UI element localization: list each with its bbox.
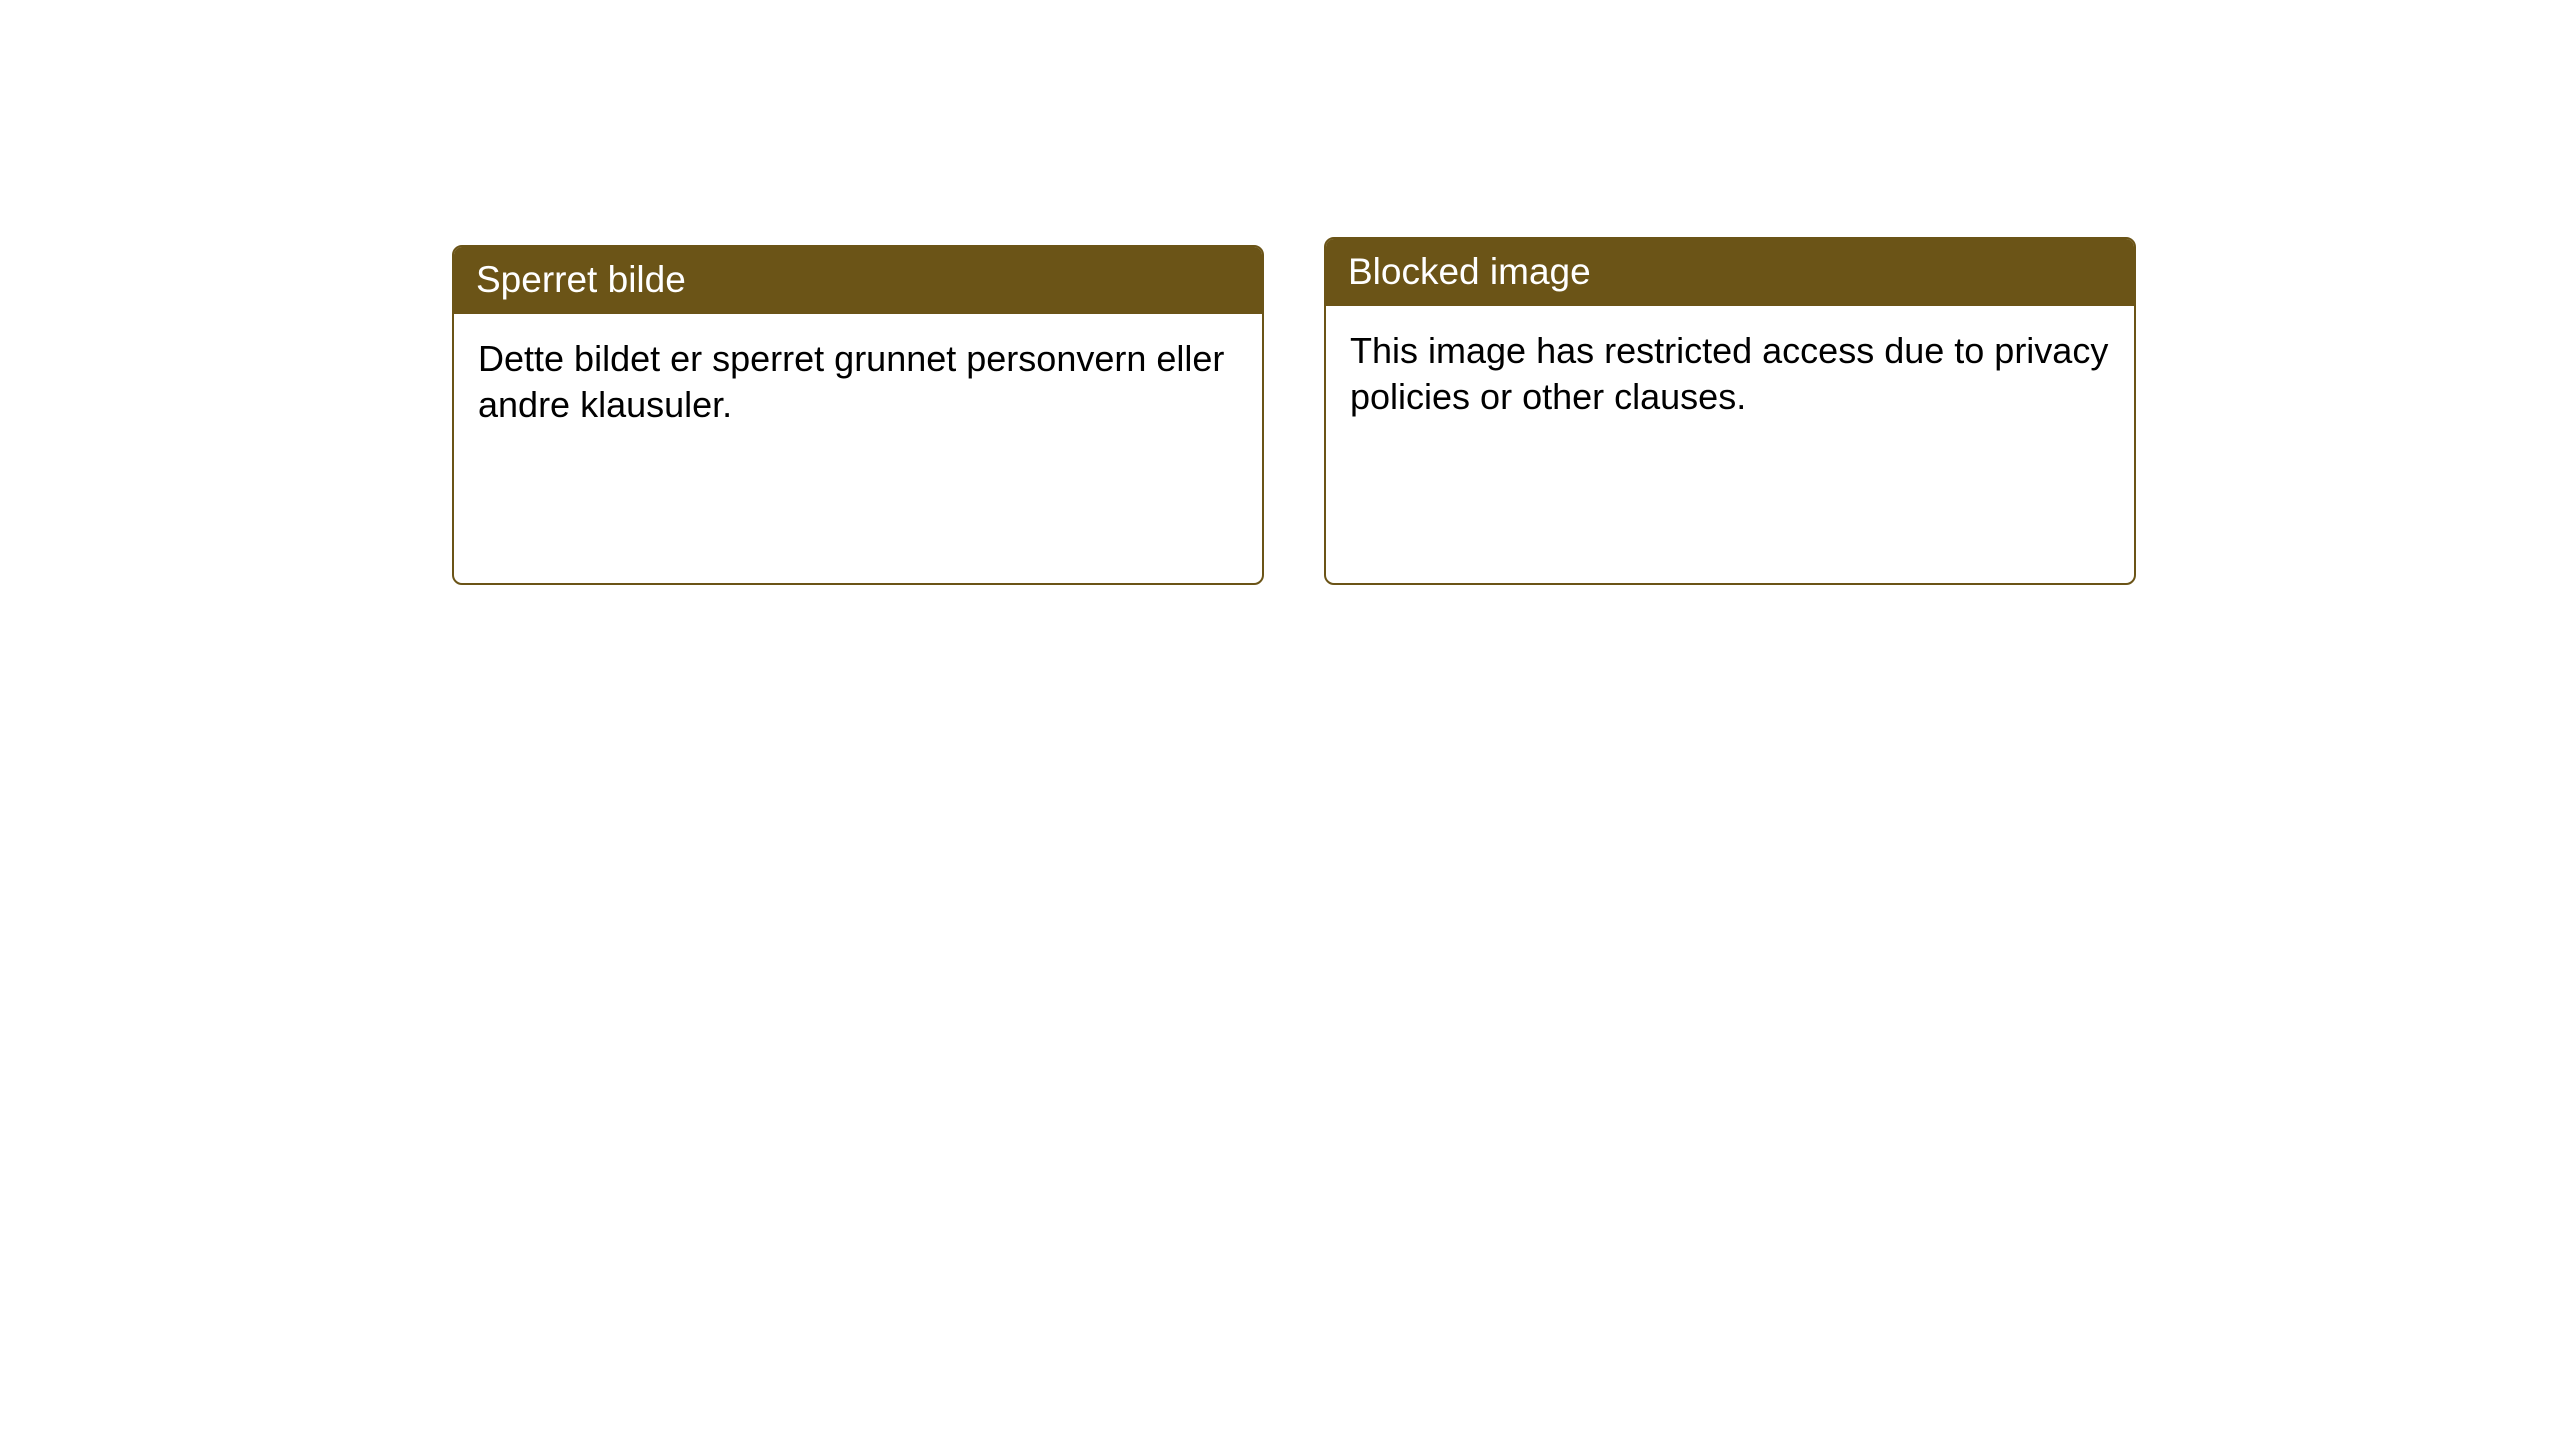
blocked-image-notice-no (452, 245, 1264, 585)
blocked-image-notice-en-title: Blocked image (1326, 239, 2134, 306)
blocked-image-notice-en (1324, 237, 2136, 585)
blocked-image-notice-no-body (454, 314, 1262, 452)
blocked-image-notice-no-message: Dette bildet er sperret grunnet personvern eller andre klausuler. (478, 338, 1225, 426)
blocked-image-notice-no-title: Sperret bilde (454, 247, 1262, 314)
blocked-image-notice-en-body (1326, 306, 2134, 444)
blocked-image-notice-en-message: This image has restricted access due to privacy policies or other clauses. (1350, 330, 2109, 418)
